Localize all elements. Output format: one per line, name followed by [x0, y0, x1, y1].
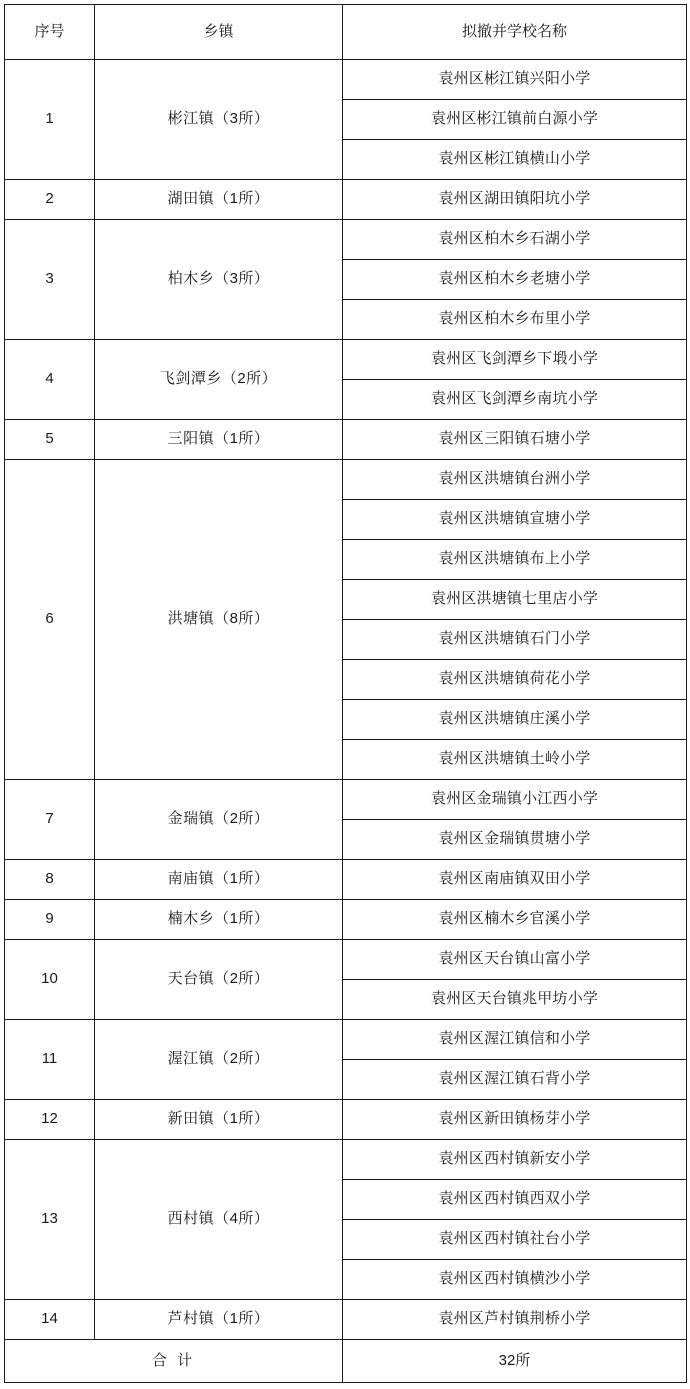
town-name: 金瑞镇（2所） [95, 780, 343, 860]
table-row [5, 1140, 687, 1180]
school-name: 袁州区渥江镇石背小学 [343, 1060, 687, 1100]
school-name: 袁州区柏木乡布里小学 [343, 300, 687, 340]
row-index: 14 [5, 1300, 95, 1340]
school-name: 袁州区西村镇西双小学 [343, 1180, 687, 1220]
row-index: 11 [5, 1020, 95, 1100]
school-name: 袁州区新田镇杨芽小学 [343, 1100, 687, 1140]
table-row [5, 180, 687, 220]
table-row [5, 220, 687, 260]
school-name: 袁州区洪塘镇庄溪小学 [343, 700, 687, 740]
table-body [5, 60, 687, 1340]
table-header-row [5, 5, 687, 60]
school-merge-table [4, 4, 687, 1383]
row-index: 3 [5, 220, 95, 340]
school-name: 袁州区渥江镇信和小学 [343, 1020, 687, 1060]
row-index: 1 [5, 60, 95, 180]
town-name: 楠木乡（1所） [95, 900, 343, 940]
town-name: 三阳镇（1所） [95, 420, 343, 460]
school-name: 袁州区天台镇山富小学 [343, 940, 687, 980]
table-row [5, 460, 687, 500]
row-index: 10 [5, 940, 95, 1020]
row-index: 12 [5, 1100, 95, 1140]
school-name: 袁州区飞剑潭乡下塅小学 [343, 340, 687, 380]
school-name: 袁州区西村镇新安小学 [343, 1140, 687, 1180]
table-row [5, 340, 687, 380]
town-name: 芦村镇（1所） [95, 1300, 343, 1340]
row-index: 2 [5, 180, 95, 220]
school-name: 袁州区西村镇横沙小学 [343, 1260, 687, 1300]
school-name: 袁州区芦村镇荆桥小学 [343, 1300, 687, 1340]
row-index: 6 [5, 460, 95, 780]
total-label: 合 计 [5, 1340, 343, 1383]
town-name: 渥江镇（2所） [95, 1020, 343, 1100]
row-index: 5 [5, 420, 95, 460]
school-name: 袁州区洪塘镇宣塘小学 [343, 500, 687, 540]
school-name: 袁州区楠木乡官溪小学 [343, 900, 687, 940]
row-index: 4 [5, 340, 95, 420]
table-row [5, 860, 687, 900]
school-name: 袁州区洪塘镇七里店小学 [343, 580, 687, 620]
school-name: 袁州区洪塘镇台洲小学 [343, 460, 687, 500]
table-row [5, 60, 687, 100]
school-name: 袁州区洪塘镇荷花小学 [343, 660, 687, 700]
school-name: 袁州区金瑞镇贯塘小学 [343, 820, 687, 860]
row-index: 13 [5, 1140, 95, 1300]
town-name: 飞剑潭乡（2所） [95, 340, 343, 420]
school-name: 袁州区洪塘镇布上小学 [343, 540, 687, 580]
header-town: 乡镇 [95, 5, 343, 60]
school-name: 袁州区南庙镇双田小学 [343, 860, 687, 900]
table-footer [5, 1340, 687, 1383]
row-index: 9 [5, 900, 95, 940]
table-header [5, 5, 687, 60]
town-name: 彬江镇（3所） [95, 60, 343, 180]
town-name: 洪塘镇（8所） [95, 460, 343, 780]
school-name: 袁州区天台镇兆甲坊小学 [343, 980, 687, 1020]
school-name: 袁州区洪塘镇石门小学 [343, 620, 687, 660]
school-name: 袁州区飞剑潭乡南坑小学 [343, 380, 687, 420]
table-row [5, 940, 687, 980]
school-name: 袁州区彬江镇前白源小学 [343, 100, 687, 140]
table-row [5, 1100, 687, 1140]
town-name: 南庙镇（1所） [95, 860, 343, 900]
school-name: 袁州区柏木乡石湖小学 [343, 220, 687, 260]
table-row [5, 1300, 687, 1340]
school-name: 袁州区金瑞镇小江西小学 [343, 780, 687, 820]
row-index: 8 [5, 860, 95, 900]
town-name: 天台镇（2所） [95, 940, 343, 1020]
school-name: 袁州区三阳镇石塘小学 [343, 420, 687, 460]
school-name: 袁州区洪塘镇土岭小学 [343, 740, 687, 780]
school-name: 袁州区柏木乡老塘小学 [343, 260, 687, 300]
table-row [5, 1020, 687, 1060]
town-name: 西村镇（4所） [95, 1140, 343, 1300]
town-name: 新田镇（1所） [95, 1100, 343, 1140]
header-index: 序号 [5, 5, 95, 60]
table-row [5, 780, 687, 820]
school-name: 袁州区彬江镇兴阳小学 [343, 60, 687, 100]
table-row [5, 900, 687, 940]
total-value: 32所 [343, 1340, 687, 1383]
town-name: 湖田镇（1所） [95, 180, 343, 220]
town-name: 柏木乡（3所） [95, 220, 343, 340]
row-index: 7 [5, 780, 95, 860]
total-row [5, 1340, 687, 1383]
table-row [5, 420, 687, 460]
school-name: 袁州区湖田镇阳坑小学 [343, 180, 687, 220]
school-name: 袁州区西村镇社台小学 [343, 1220, 687, 1260]
header-school: 拟撤并学校名称 [343, 5, 687, 60]
school-name: 袁州区彬江镇横山小学 [343, 140, 687, 180]
